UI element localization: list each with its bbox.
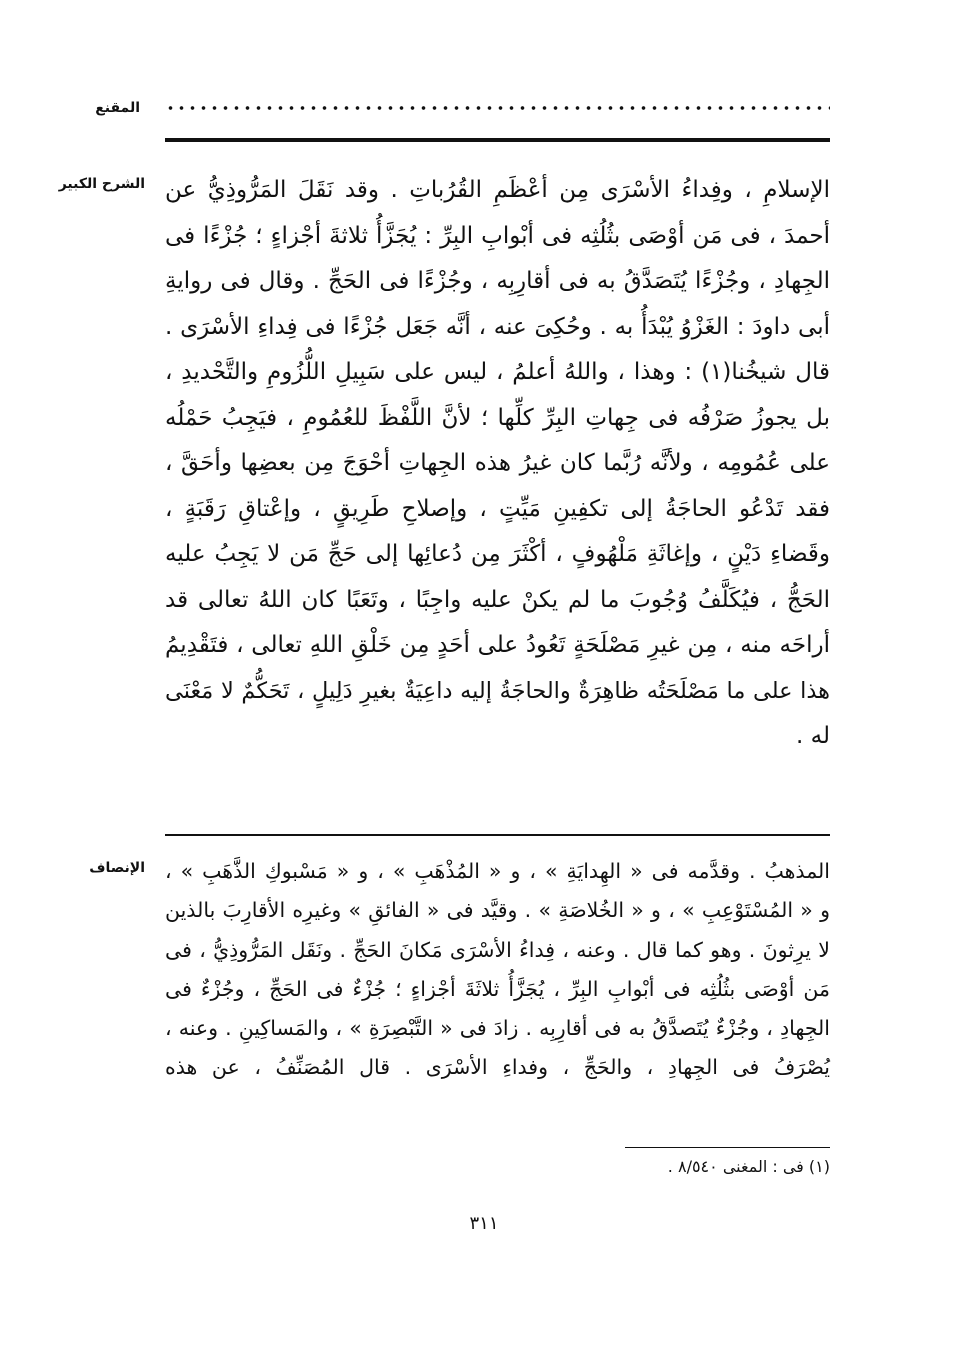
text-line: على عُمُومِه ، ولأنَّه رُبَّما كان غيرُ هذه الجِهاتِ أحْوَجَ مِن بعضِها وأحَقَّ ،	[165, 450, 830, 476]
text-line: قال شيخُنا(١) : وهذا ، واللهُ أعلمُ ، ليس على سَبِيلِ اللُّزُومِ والتَّحْديدِ ،	[165, 359, 830, 385]
text-line: و « المُسْتَوْعِبِ » ، و « الخُلاصَةِ » . وقيَّد فى « الفائقِ » وغيرِه الأقارِبَ بالذين	[165, 898, 830, 923]
text-line: أحمدَ ، فى مَن أوْصَى بثُلُثِه فى أبْوابِ البِرِّ : يُجَزَّأُ ثلاثةَ أجْزاءٍ ؛ جُزْءًا فى	[165, 222, 830, 249]
footnote-rule	[625, 1147, 830, 1148]
text-line: هذا على ما مَصْلَحَتُه ظاهِرَةٌ والحاجَةُ إليه داعِيَةٌ بغيرِ دَلِيلٍ ، تَحَكُّمٌ لا مَعْنَى	[165, 677, 830, 704]
text-line: فقد تَدْعُو الحاجَةُ إلى تكفِينِ مَيِّتٍ ، وإصلاحِ طَرِيقٍ ، وإعْتاقِ رَقَبَةٍ ،	[165, 495, 830, 522]
dotted-header-rule	[165, 104, 830, 112]
text-line: يُصْرَفُ فى الجِهادِ ، والحَجِّ ، وفداءِ الأسْرَى . قال المُصَنِّفُ ، عن هذه	[165, 1055, 830, 1080]
text-line: الجِهادِ ، وجُزْءًا يُتَصَدَّقُ به فى أقارِبِه ، وجُزْءًا فى الحَجِّ . وقال فى روايةِ	[165, 268, 830, 294]
running-title: المقنع	[95, 100, 140, 116]
text-line: لا يرِثونَ . وهو كما قال . وعنه ، فِداءُ الأسْرَى مَكانَ الحَجِّ . ونَقَل المَرُّوذِيُّ ، فى	[165, 937, 830, 962]
page-number: ٣١١	[469, 1213, 499, 1234]
header-rule	[165, 138, 830, 142]
footnote: (١) فى : المغنى ٨/٥٤٠ .	[667, 1157, 830, 1176]
text-line: له .	[796, 723, 830, 749]
text-line: بل يجوزُ صَرْفُه فى جِهاتِ البِرِّ كلِّها ؛ لأنَّ اللَّفْظَ للعُمُومِ ، فيَجِبُ حَمْلُه	[165, 404, 830, 431]
text-line: أراحَه منه ، مِن غيرِ مَصْلَحَةٍ تَعُودُ على أحَدٍ مِن خَلْقِ اللهِ تعالى ، فتَقْدِيمُ	[165, 632, 830, 658]
text-line: أبى داودَ : الغَزْوُ يُبْدَأُ به . وحُكِىَ عنه ، أنَّه جَعَل جُزْءًا فى فِداءِ الأسْرَى .	[165, 313, 830, 340]
text-line: مَن أوْصَى بثُلُثِه فى أبْوابِ البِرِّ ، يُجَزَّأُ ثلاثَةَ أجْزاءٍ ؛ جُزْءٌ فى الحَجِّ ، وجُزْءٌ فى	[165, 976, 830, 1001]
section-divider	[165, 834, 830, 836]
text-line: الإسلامِ ، وفِداءُ الأسْرَى مِن أعْظَمِ القُرُباتِ . وقد نَقَلَ المَرُّوذِيُّ عن	[165, 177, 830, 203]
text-line: الحَجُّ ، فيُكَلَّفُ وُجُوبَ ما لم يكنْ عليه واجِبًا ، وتَعَبًا كان اللهُ تعالى قد	[165, 586, 830, 613]
main-text-block	[165, 168, 830, 760]
insaf-text-block	[165, 852, 830, 1088]
text-line: الجِهادِ ، وجُزْءٌ يُتَصدَّقُ به فى أقارِبِه . زادَ فى « التَّبْصِرَةِ » ، والمَساكِينِ . وعنه ،	[165, 1016, 830, 1041]
section-label-sharh: الشرح الكبير	[58, 176, 145, 192]
text-line: المذهبُ . وقدَّمه فى « الهِدايَةِ » ، و « المُذْهَبِ » ، و « مَسْبوكِ الذَّهَبِ » ،	[165, 859, 830, 883]
section-label-insaf: الإنصاف	[89, 860, 145, 876]
text-line: وقَضاءِ دَيْنٍ ، وإغاثَةِ مَلْهُوفٍ ، أكْثَرَ مِن دُعائِها إلى حَجِّ مَن لا يَجِبُ عليه	[165, 541, 830, 567]
